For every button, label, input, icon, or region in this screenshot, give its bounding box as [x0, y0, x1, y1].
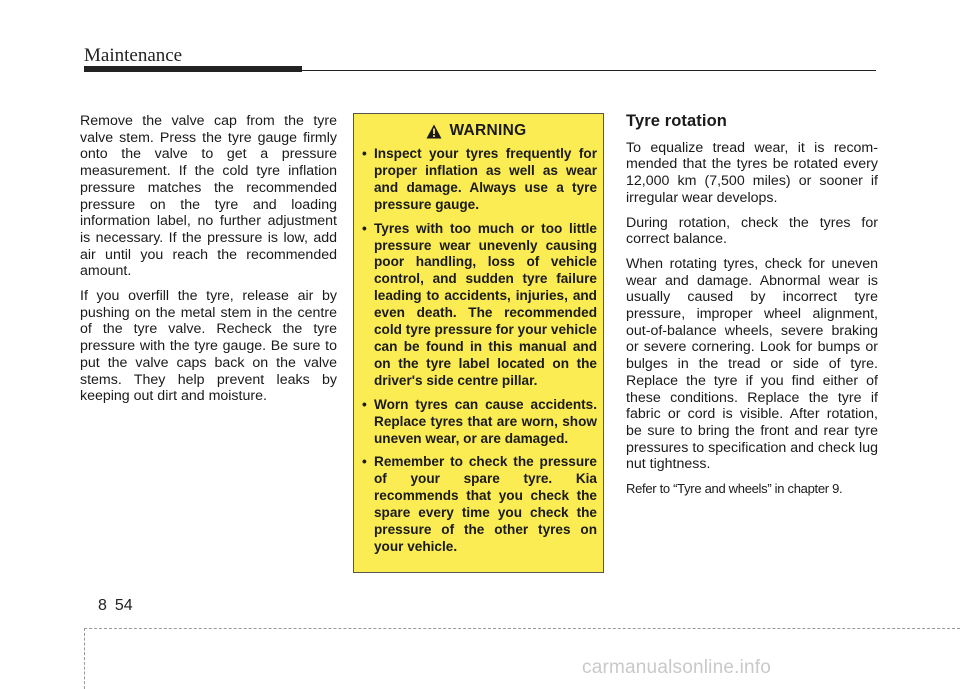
body-paragraph: To equalize tread wear, it is recommended that the tyres be rotated every 12,000 km (7,500 miles) or sooner if irregular wear develops. [626, 139, 878, 206]
page-number-value: 54 [114, 597, 133, 614]
body-paragraph: When rotating tyres, check for uneven wear and damage. Abnormal wear is usually caused by incorrect tyre pressure, improper wheel alignment, out-of-balance wheels, severe braking or severe cornering. Look for bumps or bulges in the tread or side of tyre. Replace the tyre if you find either of these conditions. Replace the tyre if fabric or cord is visible. After rotation, be sure to bring the front and rear tyre pressures to specification and check lug nut tightness. [626, 255, 878, 473]
bullet: • [362, 396, 367, 412]
warning-item [362, 146, 597, 214]
warning-header [356, 122, 597, 140]
body-paragraph: Remove the valve cap from the tyre valve stem. Press the tyre gauge firmly onto the valve to get a pressure measurement. If the cold tyre inflation pressure matches the recommended pressure on the tyre and loading information label, no further adjustment is necessary. If the pressure is low, add air until you reach the recommended amount. [80, 113, 337, 280]
warning-item [362, 454, 597, 555]
bullet: • [362, 220, 367, 236]
watermark: carmanualsonline.info [582, 657, 772, 678]
right-column [626, 113, 878, 506]
body-paragraph: During rotation, check the tyres for correct balance. [626, 214, 878, 248]
warning-box [353, 113, 604, 573]
header-rule-accent [84, 66, 302, 72]
warning-item-text: Inspect your tyres frequently for proper inflation as well as wear and damage. Always use a tyre pressure gauge. [374, 146, 597, 212]
footer-divider [84, 628, 960, 629]
chapter-reference: Refer to “Tyre and wheels” in chapter 9. [626, 481, 843, 497]
warning-list [362, 146, 597, 556]
warning-item [362, 397, 597, 448]
warning-item-text: Remember to check the pressure of your spare tyre. Kia recommends that you check the spare every time you check the pressure of the other tyres on your vehicle. [374, 454, 597, 554]
left-column [80, 113, 337, 413]
warning-item [362, 221, 597, 390]
chapter-number: 8 [98, 597, 107, 614]
warning-title: WARNING [449, 122, 527, 139]
section-title: Tyre rotation [626, 112, 727, 130]
body-paragraph: If you overfill the tyre, release air by pushing on the metal stem in the centre of the tyre valve. Recheck the tyre pressure with the tyre gauge. Be sure to put the valve caps back on the valve stems. They help prevent leaks by keeping out dirt and moisture. [80, 288, 337, 405]
section-header-title: Maintenance [84, 45, 183, 66]
warning-triangle-icon [426, 124, 442, 139]
page-number [98, 597, 133, 615]
footer-divider-vertical [84, 628, 85, 689]
warning-item-text: Tyres with too much or too little pressure wear unevenly causing poor handling, loss of vehicle control, and sudden tyre failure leading to accidents, injuries, and even death. The recommended cold tyre pressure for your vehicle can be found in this manual and on the tyre label located on the driver's side centre pillar. [374, 220, 597, 388]
bullet: • [362, 454, 367, 470]
bullet: • [362, 146, 367, 161]
warning-item-text: Worn tyres can cause accidents. Replace tyres that are worn, show uneven wear, or are damaged. [374, 396, 597, 446]
